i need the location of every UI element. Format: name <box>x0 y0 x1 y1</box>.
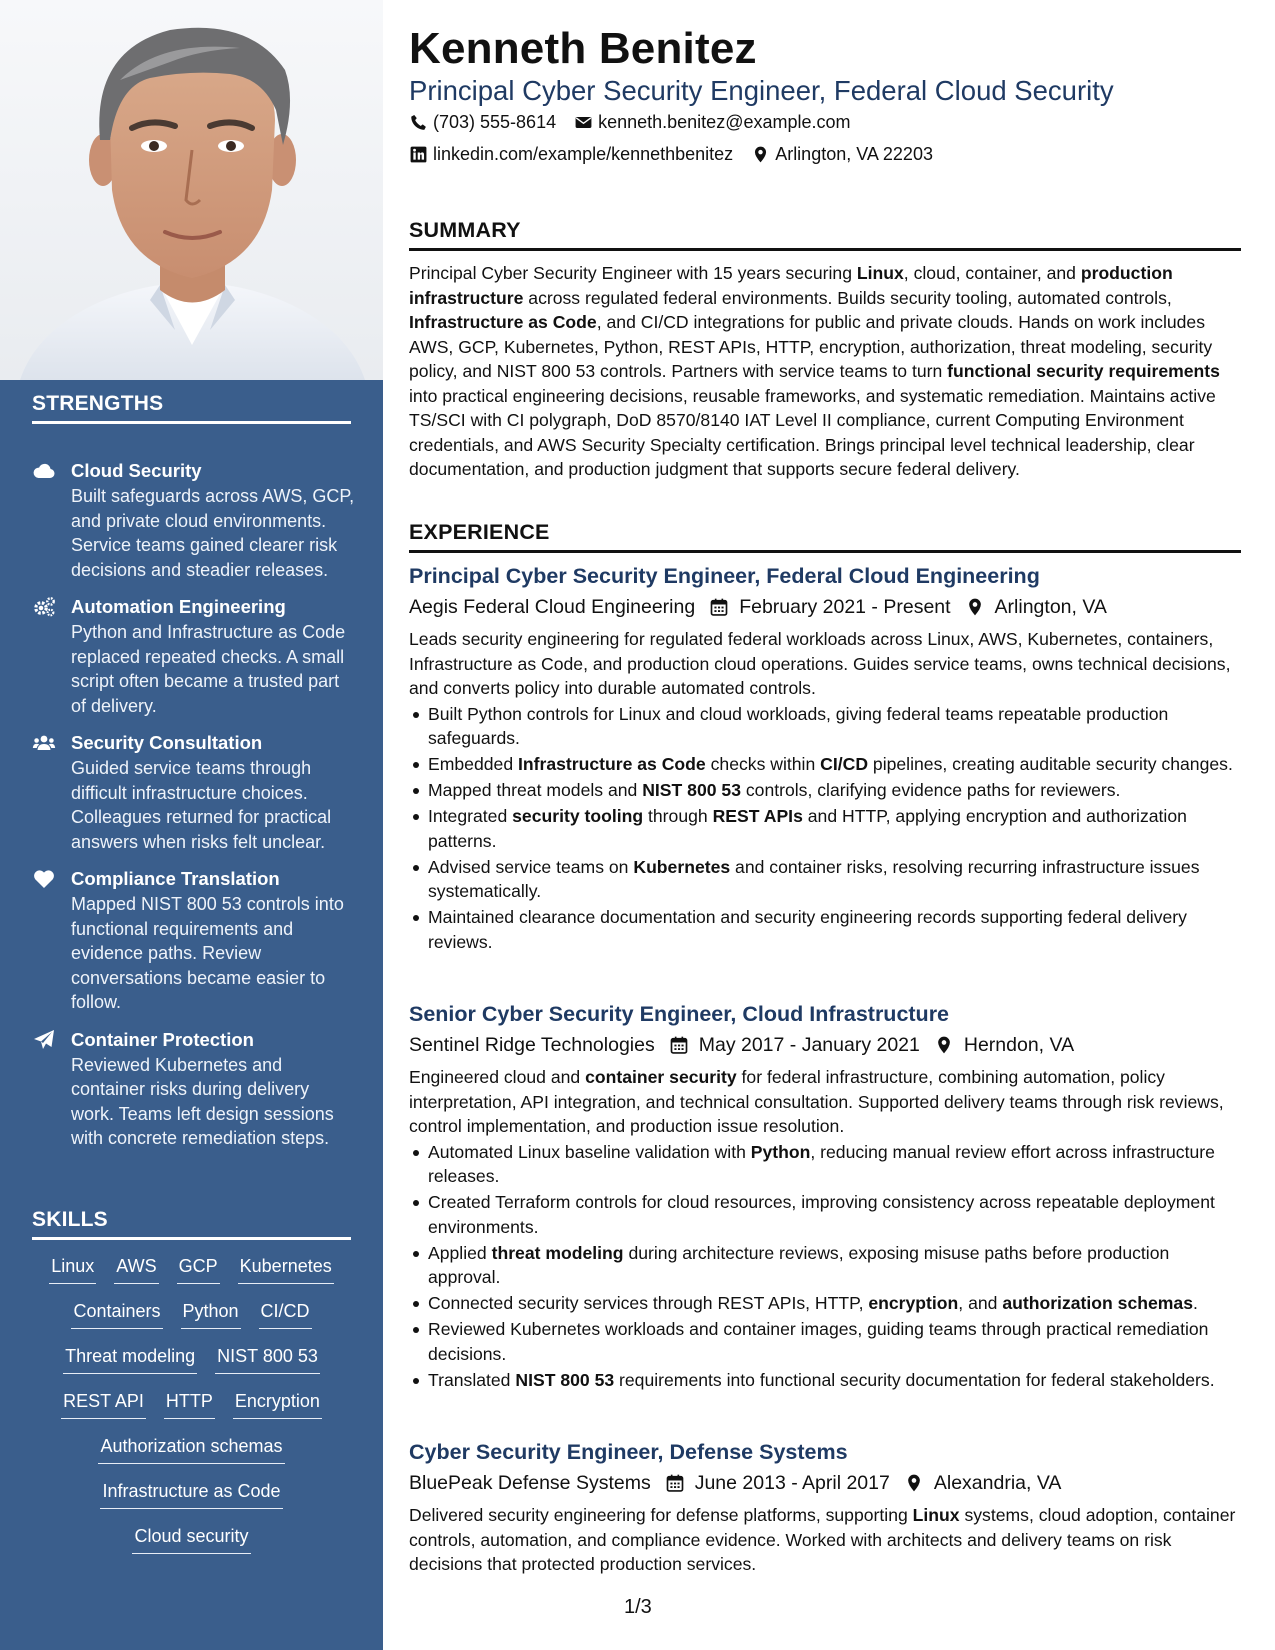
skill-tag: Linux <box>49 1254 96 1284</box>
bold-keyword: security tooling <box>512 806 644 826</box>
job-company: BluePeak Defense Systems <box>409 1472 651 1494</box>
job-bullet: Advised service teams on Kubernetes and container risks, resolving recurring infrastructure issues systematically. <box>409 855 1241 904</box>
job-bullets <box>409 1140 1241 1393</box>
job-dates: May 2017 - January 2021 <box>698 1034 920 1056</box>
bold-keyword: threat modeling <box>491 1242 624 1263</box>
map-pin-icon <box>934 1035 954 1055</box>
job-title: Principal Cyber Security Engineer, Federal Cloud Engineering <box>409 564 1040 588</box>
page-number: 1/3 <box>624 1596 652 1618</box>
skill-tag: AWS <box>114 1254 158 1284</box>
map-pin-icon <box>965 597 985 617</box>
bold-keyword: functional security requirements <box>947 361 1220 381</box>
contact-phone[interactable] <box>409 112 556 133</box>
job-description: Leads security engineering for regulated federal workloads across Linux, AWS, Kubernetes, containers, Infrastructure as Code, and production cloud operations. Guides service teams, owns technical decisions, and converts policy into durable automated controls. <box>409 629 1231 698</box>
bold-keyword: container security <box>585 1067 737 1087</box>
contact-email[interactable] <box>574 112 850 133</box>
skills-row <box>32 1479 351 1524</box>
skill-tag: GCP <box>177 1254 220 1284</box>
job-entry <box>409 562 1241 956</box>
bold-keyword: authorization schemas <box>1002 1293 1193 1313</box>
bold-keyword: Linux <box>856 263 904 283</box>
paper-plane-icon <box>32 1028 56 1052</box>
strength-item <box>32 458 357 582</box>
contact-row <box>409 144 933 165</box>
calendar-icon <box>669 1035 689 1055</box>
experience-heading: EXPERIENCE <box>409 520 1241 553</box>
summary-text: Principal Cyber Security Engineer with 15 years securing Linux, cloud, container, and production infrastructure across regulated federal environments. Builds security tooling, automated controls, Infrastructure as Code, and CI/CD integrations for public and private clouds. Hands on work includes AWS, GCP, Kubernetes, Python, REST APIs, HTTP, encryption, authorization, threat modeling, security policy, and NIST 800 53 controls. Partners with service teams to turn functional security requirements into practical engineering decisions, reusable frameworks, and systematic remediation. Maintains active TS/SCI with CI polygraph, DoD 8570/8140 IAT Level II compliance, current Computing Environment credentials, and AWS Security Specialty certification. Brings principal level technical leadership, clear documentation, and production judgment that supports secure federal delivery. <box>409 263 1220 479</box>
location-text: Arlington, VA 22203 <box>775 144 933 164</box>
bold-keyword: CI/CD <box>820 754 869 774</box>
portrait-image <box>0 0 383 380</box>
strength-description: Python and Infrastructure as Code replaced repeated checks. A small script often became a trusted part of delivery. <box>71 622 346 716</box>
job-location: Herndon, VA <box>963 1034 1075 1056</box>
skill-tag: HTTP <box>164 1389 215 1419</box>
strength-item <box>32 1027 357 1151</box>
candidate-headline: Principal Cyber Security Engineer, Federal Cloud Security <box>409 75 1114 106</box>
skill-tag: Kubernetes <box>238 1254 334 1284</box>
job-bullet: Connected security services through REST APIs, HTTP, encryption, and authorization schemas. <box>409 1291 1241 1316</box>
heart-icon <box>32 867 56 891</box>
skill-tag: Containers <box>71 1299 162 1329</box>
job-location: Arlington, VA <box>994 596 1107 618</box>
gears-icon <box>32 595 56 619</box>
skills-row <box>32 1254 351 1299</box>
bold-keyword: REST APIs <box>712 806 803 826</box>
bold-keyword: NIST 800 53 <box>642 780 741 800</box>
strengths-heading: STRENGTHS <box>32 392 351 424</box>
strength-title: Compliance Translation <box>71 868 280 889</box>
job-description: Engineered cloud and container security for federal infrastructure, combining automation, policy interpretation, API integration, and technical consultation. Supported delivery teams through risk reviews, control implementation, and production issue resolution. <box>409 1067 1224 1136</box>
job-dates: February 2021 - Present <box>739 596 951 618</box>
strength-item <box>32 730 357 854</box>
job-title: Cyber Security Engineer, Defense Systems <box>409 1440 848 1464</box>
skill-tag: Threat modeling <box>63 1344 197 1374</box>
skills-row <box>32 1524 351 1569</box>
strength-description: Mapped NIST 800 53 controls into functional requirements and evidence paths. Review conversations became easier to follow. <box>71 894 344 1012</box>
job-location: Alexandria, VA <box>933 1472 1062 1494</box>
cloud-icon <box>32 459 56 483</box>
phone-text: (703) 555-8614 <box>433 112 557 132</box>
envelope-icon <box>574 113 593 132</box>
job-bullet: Reviewed Kubernetes workloads and container images, guiding teams through practical remediation decisions. <box>409 1317 1241 1366</box>
job-bullet: Mapped threat models and NIST 800 53 controls, clarifying evidence paths for reviewers. <box>409 778 1241 803</box>
bold-keyword: Linux <box>912 1505 960 1525</box>
strength-description: Built safeguards across AWS, GCP, and private cloud environments. Service teams gained clearer risk decisions and steadier releases. <box>71 486 355 580</box>
email-text: kenneth.benitez@example.com <box>598 112 851 132</box>
job-bullet: Maintained clearance documentation and security engineering records supporting federal delivery reviews. <box>409 905 1241 954</box>
bold-keyword: encryption <box>868 1293 959 1313</box>
job-bullet: Automated Linux baseline validation with Python, reducing manual review effort across infrastructure releases. <box>409 1140 1241 1189</box>
calendar-icon <box>665 1473 685 1493</box>
job-meta <box>409 592 1241 622</box>
bold-keyword: NIST 800 53 <box>515 1369 615 1390</box>
job-bullet: Embedded Infrastructure as Code checks within CI/CD pipelines, creating auditable security changes. <box>409 752 1241 777</box>
skill-tag: Infrastructure as Code <box>100 1479 282 1509</box>
job-title: Senior Cyber Security Engineer, Cloud Infrastructure <box>409 1002 950 1026</box>
candidate-name: Kenneth Benitez <box>409 24 757 73</box>
job-meta <box>409 1468 1241 1498</box>
strength-title: Cloud Security <box>71 460 202 481</box>
contact-location <box>751 144 933 165</box>
skill-tag: Python <box>181 1299 241 1329</box>
job-bullet: Built Python controls for Linux and cloud workloads, giving federal teams repeatable production safeguards. <box>409 702 1241 751</box>
strength-description: Reviewed Kubernetes and container risks during delivery work. Teams left design sessions with concrete remediation steps. <box>71 1054 334 1148</box>
skill-tag: Encryption <box>233 1389 322 1419</box>
skill-tag: Authorization schemas <box>98 1434 284 1464</box>
skills-row <box>32 1344 351 1389</box>
skills-heading: SKILLS <box>32 1208 351 1240</box>
strength-description: Guided service teams through difficult infrastructure choices. Colleagues returned for practical answers when risks felt unclear. <box>71 758 332 852</box>
skill-tag: Cloud security <box>132 1524 250 1554</box>
strength-title: Security Consultation <box>71 732 263 753</box>
strength-item <box>32 594 357 718</box>
job-entry <box>409 1438 1241 1577</box>
bold-keyword: Infrastructure as Code <box>409 312 597 332</box>
bold-keyword: Infrastructure as Code <box>518 754 706 774</box>
phone-icon <box>409 113 428 132</box>
strength-title: Container Protection <box>71 1028 254 1050</box>
job-bullet: Integrated security tooling through REST APIs and HTTP, applying encryption and authorization patterns. <box>409 804 1241 853</box>
calendar-icon <box>709 597 729 617</box>
profile-photo <box>0 0 383 380</box>
job-bullet: Created Terraform controls for cloud resources, improving consistency across repeatable deployment environments. <box>409 1190 1241 1239</box>
skills-cloud <box>32 1254 351 1569</box>
skills-row <box>32 1434 351 1479</box>
linkedin-text: linkedin.com/example/kennethbenitez <box>433 144 734 164</box>
map-pin-icon <box>904 1473 924 1493</box>
users-icon <box>32 731 56 755</box>
contact-row <box>409 112 851 133</box>
skills-row <box>32 1299 351 1344</box>
strengths-list <box>32 458 357 1163</box>
skill-tag: CI/CD <box>259 1299 312 1329</box>
job-bullet: Applied threat modeling during architecture reviews, exposing misuse paths before production approval. <box>409 1241 1241 1290</box>
bold-keyword: Kubernetes <box>633 856 731 877</box>
contact-linkedin[interactable] <box>409 144 733 165</box>
job-company: Sentinel Ridge Technologies <box>409 1034 655 1056</box>
skill-tag: REST API <box>61 1389 146 1419</box>
map-pin-icon <box>751 145 770 164</box>
bold-keyword: Python <box>750 1141 811 1162</box>
strength-title: Automation Engineering <box>71 596 286 617</box>
job-company: Aegis Federal Cloud Engineering <box>409 596 696 618</box>
job-dates: June 2013 - April 2017 <box>694 1472 890 1494</box>
job-description: Delivered security engineering for defense platforms, supporting Linux systems, cloud adoption, container controls, automation, and compliance evidence. Worked with architects and delivery teams on risk decisions that protected production services. <box>409 1505 1236 1574</box>
bold-keyword: production infrastructure <box>409 263 1173 308</box>
job-entry <box>409 1000 1241 1394</box>
sidebar <box>0 0 383 1650</box>
linkedin-icon <box>409 145 428 164</box>
summary-heading: SUMMARY <box>409 218 1241 251</box>
job-meta <box>409 1030 1241 1060</box>
job-bullet: Translated NIST 800 53 requirements into functional security documentation for federal stakeholders. <box>409 1368 1241 1393</box>
skill-tag: NIST 800 53 <box>215 1344 320 1374</box>
skills-row <box>32 1389 351 1434</box>
strength-item <box>32 866 357 1015</box>
job-bullets <box>409 702 1241 955</box>
